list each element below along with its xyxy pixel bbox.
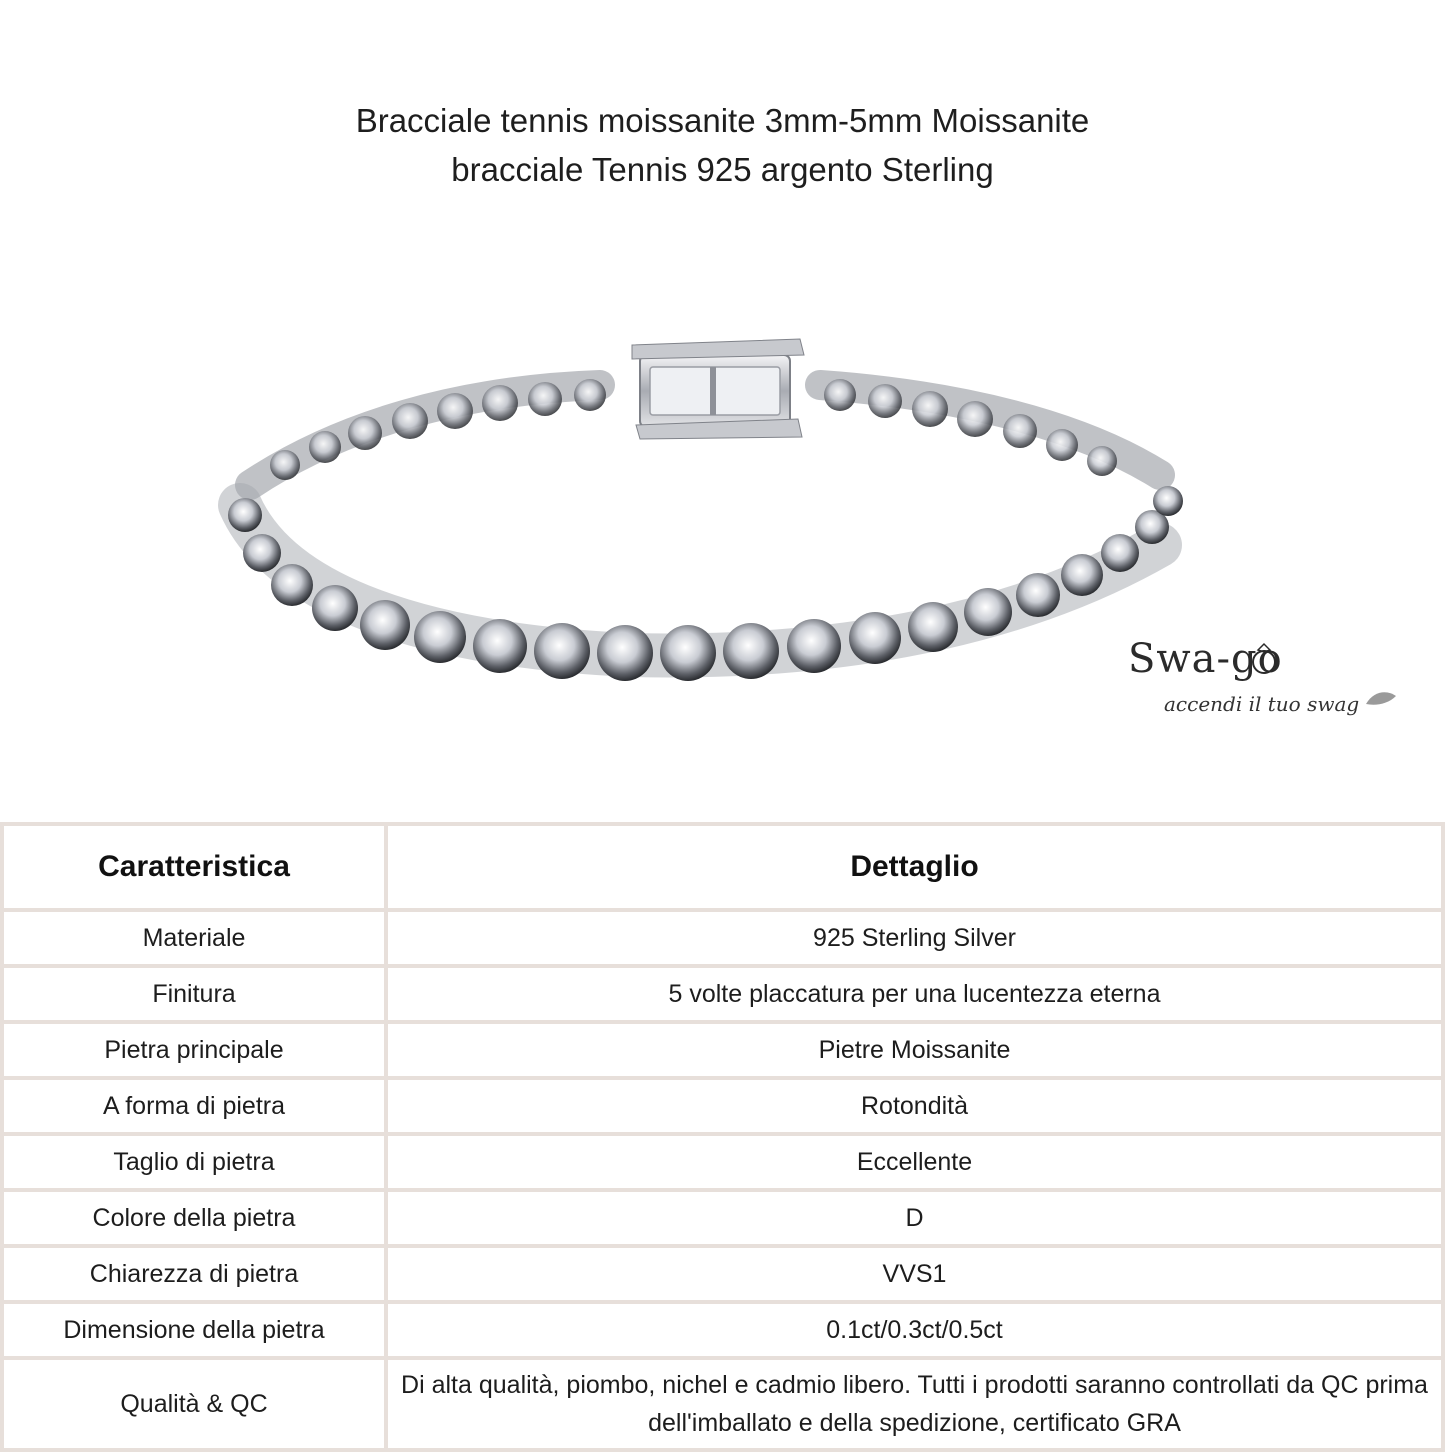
product-title — [0, 96, 1445, 194]
table-row — [2, 1358, 1443, 1450]
ring-icon — [1246, 640, 1282, 676]
brand-name: Swa-go — [1128, 636, 1283, 682]
brand-tagline: accendi il tuo swag — [1164, 692, 1360, 716]
row-label: Qualità & QC — [2, 1358, 386, 1450]
clasp — [632, 339, 804, 439]
row-label: Pietra principale — [2, 1022, 386, 1078]
table-row — [2, 1134, 1443, 1190]
row-value: Pietre Moissanite — [386, 1022, 1443, 1078]
row-value: 925 Sterling Silver — [386, 910, 1443, 966]
table-row — [2, 966, 1443, 1022]
table-header-row — [2, 824, 1443, 910]
brand-logo — [1128, 636, 1408, 726]
product-title-line-1: Bracciale tennis moissanite 3mm-5mm Moissanite — [355, 102, 1090, 139]
row-label: Chiarezza di pietra — [2, 1246, 386, 1302]
table-row — [2, 1022, 1443, 1078]
bracelet-image — [200, 315, 1220, 715]
table-row — [2, 910, 1443, 966]
row-value: 5 volte placcatura per una lucentezza eterna — [386, 966, 1443, 1022]
header-caratteristica: Caratteristica — [2, 824, 386, 910]
row-value: D — [386, 1190, 1443, 1246]
spec-table — [0, 822, 1445, 1452]
row-label: Dimensione della pietra — [2, 1302, 386, 1358]
row-label: Materiale — [2, 910, 386, 966]
product-title-line-2: bracciale Tennis 925 argento Sterling — [451, 151, 994, 188]
row-value: Di alta qualità, piombo, nichel e cadmio libero. Tutti i prodotti saranno controllati da QC prima dell'imballato e della spedizione, certificato GRA — [386, 1358, 1443, 1450]
row-value: 0.1ct/0.3ct/0.5ct — [386, 1302, 1443, 1358]
table-row — [2, 1302, 1443, 1358]
table-row — [2, 1190, 1443, 1246]
row-label: Taglio di pietra — [2, 1134, 386, 1190]
table-row — [2, 1078, 1443, 1134]
front-stones — [228, 486, 1183, 681]
row-label: Colore della pietra — [2, 1190, 386, 1246]
table-row — [2, 1246, 1443, 1302]
row-value: Eccellente — [386, 1134, 1443, 1190]
row-label: Finitura — [2, 966, 386, 1022]
row-label: A forma di pietra — [2, 1078, 386, 1134]
header-dettaglio: Dettaglio — [386, 824, 1443, 910]
row-value: VVS1 — [386, 1246, 1443, 1302]
row-value: Rotondità — [386, 1078, 1443, 1134]
leaf-icon — [1364, 688, 1398, 708]
